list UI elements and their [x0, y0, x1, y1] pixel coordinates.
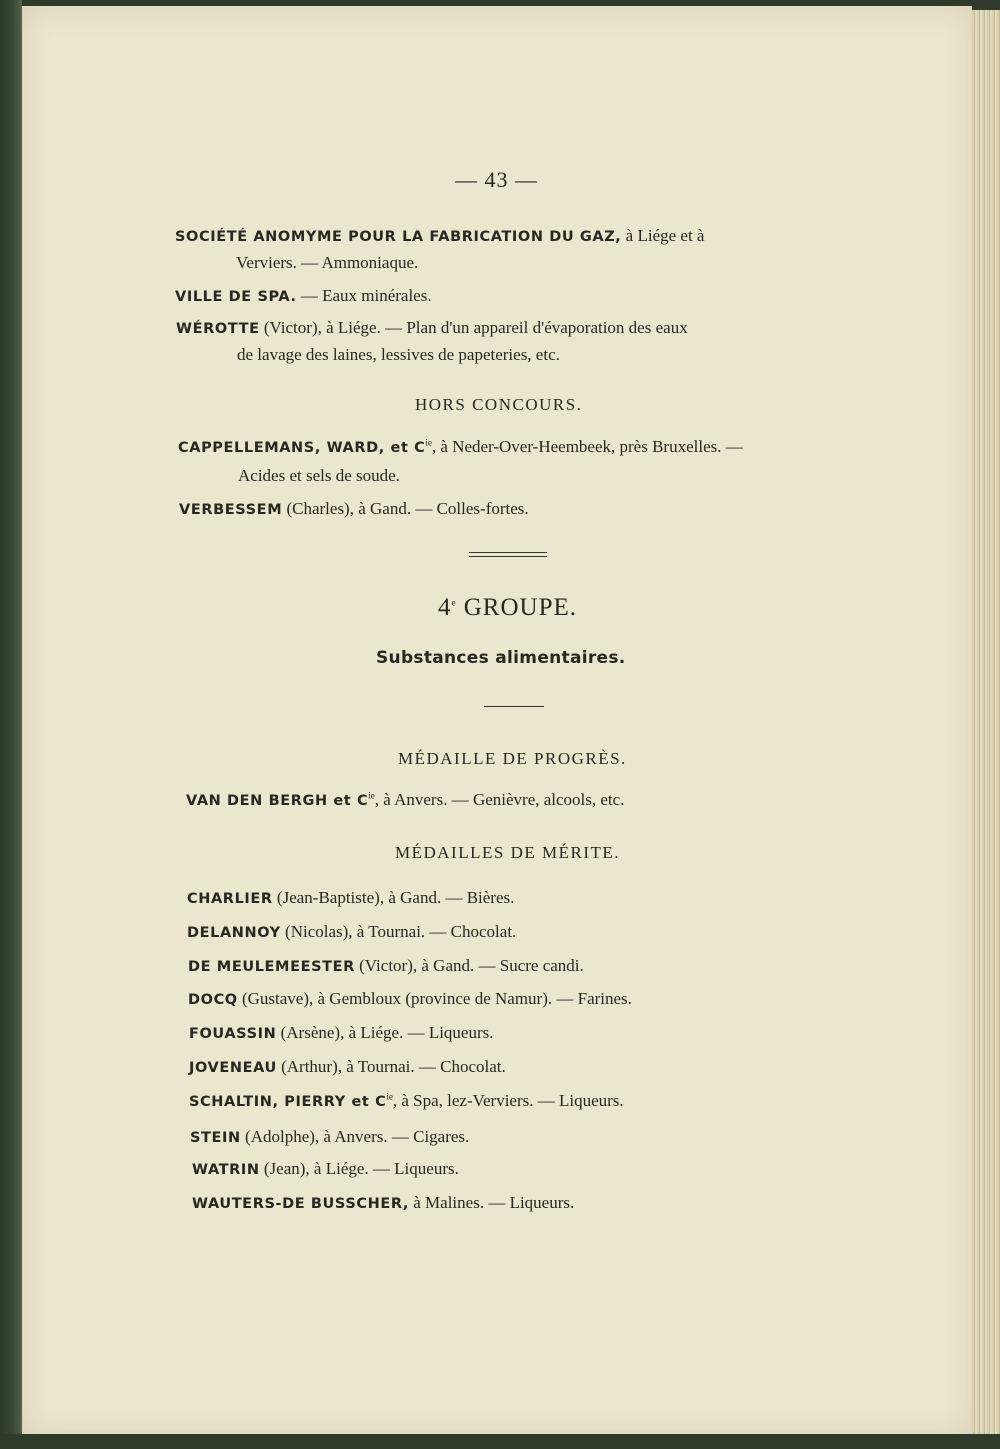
- entry-name: SCHALTIN, PIERRY et C: [189, 1094, 387, 1110]
- superscript: ie: [425, 437, 432, 448]
- entry-continuation: de lavage des laines, lessives de papeteries, etc.: [237, 345, 560, 364]
- entry-name: VAN DEN BERGH et C: [186, 793, 369, 809]
- entry-name: VERBESSEM: [179, 502, 283, 518]
- entry-detail: à Malines. — Liqueurs.: [409, 1193, 575, 1212]
- entry-detail: (Victor), à Gand. — Sucre candi.: [354, 956, 584, 975]
- book-binding-bottom: [0, 1434, 1000, 1449]
- entry-name: WATRIN: [192, 1162, 260, 1178]
- group-number: 4: [438, 594, 452, 621]
- page-edges-right: [972, 10, 1000, 1435]
- superscript: e: [451, 597, 457, 608]
- entry-detail: (Nicolas), à Tournai. — Chocolat.: [280, 922, 517, 941]
- entry-detail: (Arsène), à Liége. — Liqueurs.: [276, 1023, 494, 1042]
- entry-van-den-bergh: [186, 790, 624, 811]
- entry-detail: (Arthur), à Tournai. — Chocolat.: [276, 1057, 506, 1076]
- group-heading: [438, 594, 578, 621]
- group-label: GROUPE.: [456, 594, 578, 621]
- entry-name: DOCQ: [188, 992, 238, 1008]
- entry-name: WAUTERS-DE BUSSCHER,: [192, 1196, 409, 1212]
- section-rule: [484, 706, 544, 707]
- section-medaille-progres: MÉDAILLE DE PROGRÈS.: [398, 749, 627, 768]
- page-number: — 43 —: [455, 167, 538, 192]
- entry-schaltin-pierry: [189, 1091, 624, 1112]
- entry-name: DE MEULEMEESTER: [188, 959, 355, 975]
- entry-detail: (Adolphe), à Anvers. — Cigares.: [240, 1127, 470, 1146]
- entry-societe-gaz: [175, 226, 704, 247]
- entry-de-meulemeester: [188, 956, 584, 977]
- double-rule-top: [469, 552, 547, 553]
- entry-delannoy: [187, 922, 516, 943]
- entry-name: CHARLIER: [187, 891, 273, 907]
- entry-detail: , à Anvers. — Genièvre, alcools, etc.: [374, 790, 625, 809]
- entry-ville-de-spa: [175, 286, 432, 307]
- entry-fouassin: [189, 1023, 494, 1044]
- entry-detail: (Charles), à Gand. — Colles-fortes.: [282, 499, 529, 518]
- entry-werotte: [176, 318, 688, 339]
- entry-verbessem: [179, 499, 529, 520]
- entry-docq: [188, 989, 632, 1010]
- double-rule-bottom: [469, 556, 547, 557]
- entry-detail: , à Spa, lez-Verviers. — Liqueurs.: [392, 1091, 624, 1110]
- book-binding-left: [0, 0, 22, 1449]
- entry-continuation: Acides et sels de soude.: [238, 466, 400, 485]
- entry-continuation: Verviers. — Ammoniaque.: [236, 253, 419, 272]
- entry-detail: (Victor), à Liége. — Plan d'un appareil d'évaporation des eaux: [259, 318, 688, 337]
- entry-detail: (Gustave), à Gembloux (province de Namur). — Farines.: [237, 989, 632, 1008]
- book-page: [22, 6, 972, 1436]
- superscript: ie: [368, 790, 375, 801]
- entry-cappellemans: [178, 437, 743, 458]
- group-subtitle: Substances alimentaires.: [376, 648, 626, 668]
- entry-name: DELANNOY: [187, 925, 281, 941]
- entry-wauters-de-busscher: [192, 1193, 574, 1214]
- entry-joveneau: [189, 1057, 506, 1078]
- entry-detail: — Eaux minérales.: [296, 286, 432, 305]
- entry-name: JOVENEAU: [189, 1060, 277, 1076]
- section-medailles-merite: MÉDAILLES DE MÉRITE.: [395, 843, 621, 862]
- entry-detail: (Jean-Baptiste), à Gand. — Bières.: [272, 888, 515, 907]
- section-hors-concours: HORS CONCOURS.: [415, 395, 583, 414]
- entry-name: STEIN: [190, 1130, 241, 1146]
- entry-charlier: [187, 888, 514, 909]
- entry-detail: , à Neder-Over-Heembeek, près Bruxelles. —: [431, 437, 743, 456]
- entry-detail: (Jean), à Liége. — Liqueurs.: [259, 1159, 459, 1178]
- entry-stein: [190, 1127, 469, 1148]
- entry-name: CAPPELLEMANS, WARD, et C: [178, 440, 426, 456]
- entry-detail: à Liége et à: [621, 226, 705, 245]
- entry-watrin: [192, 1159, 459, 1180]
- superscript: ie: [386, 1091, 393, 1102]
- entry-name: VILLE DE SPA.: [175, 289, 297, 305]
- entry-name: WÉROTTE: [176, 321, 260, 337]
- entry-name: SOCIÉTÉ ANOMYME POUR LA FABRICATION DU GAZ,: [175, 229, 622, 245]
- entry-name: FOUASSIN: [189, 1026, 277, 1042]
